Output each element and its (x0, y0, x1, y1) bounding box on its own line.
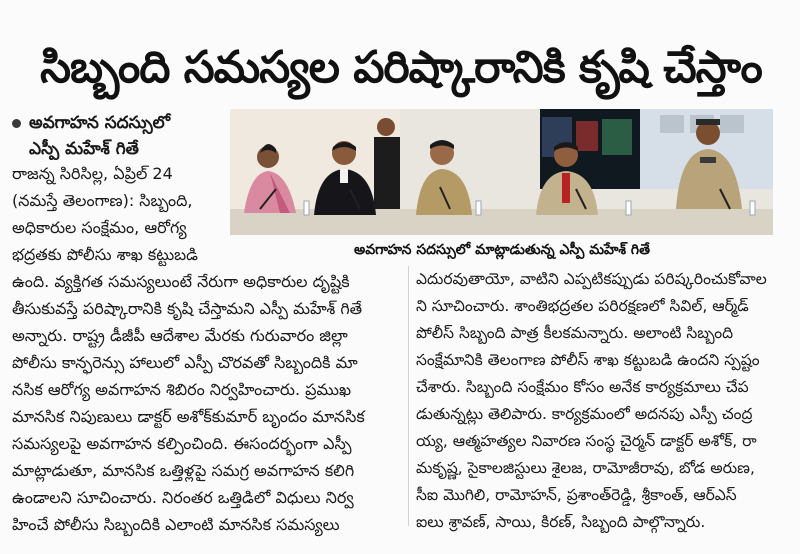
bullet-icon (12, 119, 21, 128)
article-column-left (12, 160, 407, 535)
article-line: మాట్లాడుతూ, మానసిక ఒత్తిళ్లపై సమగ్ర అవగాహన కలిగి (12, 461, 355, 480)
article-line: రాజన్న సిరిసిల్ల, ఏప్రిల్ 24 (12, 164, 173, 183)
subhead (12, 110, 227, 162)
article-line: ఉంది. వ్యక్తిగత సమస్యలుంటే నేరుగా అధికారుల దృష్టికి (12, 272, 350, 291)
article-line: సమస్యలపై అవగాహన కల్పించింది. ఈసందర్భంగా ఎస్పీ (12, 434, 352, 453)
photo-caption: అవగాహన సదస్సులో మాట్లాడుతున్న ఎస్పీ మహేశ్ గితే (354, 242, 650, 258)
article-line: అధికారుల సంక్షేమం, ఆరోగ్య (12, 218, 187, 237)
article-line: హించే పోలీసు సిబ్బందికి ఎలాంటి మానసిక సమస్యలు (12, 515, 340, 534)
article-line: చేశారు. సిబ్బంది సంక్షేమం కోసం అనేక కార్యక్రమాలు చేప (416, 378, 749, 396)
headline: సిబ్బంది సమస్యల పరిష్కారానికి కృషి చేస్తాం (40, 42, 762, 93)
article-line: సీఐ మొగిలి, రామోహన్, ప్రశాంత్‌రెడ్డి, శ్రీకాంత్, ఆర్ఎస్ (416, 486, 737, 504)
article-line: తీసుకువస్తే పరిష్కారానికి కృషి చేస్తామని ఎస్పీ మహేశ్ గితే (12, 299, 363, 318)
article-line: పోలీసు కాన్ఫరెన్సు హాలులో ఎస్పీ చొరవతో సిబ్బందికి మా (12, 353, 358, 372)
article-column-right (416, 266, 782, 534)
article-line: నసిక ఆరోగ్య అవగాహన శిబిరం నిర్వహించారు. ప్రముఖ (12, 380, 352, 399)
subhead-text-2: ఎస్పీ మహేశ్ గితే (29, 139, 139, 159)
subhead-line-1 (12, 110, 227, 136)
article-line: సంక్షేమానికి తెలంగాణ పోలీస్ శాఖ కట్టుబడి ఉందని స్పష్టం (416, 351, 760, 369)
article-line: అన్నారు. రాష్ట్ర డీజీపీ ఆదేశాల మేరకు గురువారం జిల్లా (12, 326, 348, 345)
article-line: భద్రతకు పోలీసు శాఖ కట్టుబడి (12, 245, 198, 264)
article-line: (నమస్తే తెలంగాణ): సిబ్బంది, (12, 191, 193, 210)
article-line: ఉండాలని సూచించారు. నిరంతర ఒత్తిడిలో విధులు నిర్వ (12, 488, 354, 507)
subhead-text-1: అవగాహన సదస్సులో (29, 113, 171, 133)
article-line: మానసిక నిపుణులు డాక్టర్ అశోక్‌కుమార్ బృందం మానసిక (12, 407, 365, 426)
article-line: పోలీస్ సిబ్బంది పాత్ర కీలకమన్నారు. అలాంటి సిబ్బంది (416, 324, 734, 342)
column-divider (408, 266, 409, 526)
article-line: య్య, ఆత్మహత్యల నివారణ సంస్థ చైర్మన్ డాక్టర్ అశోక్, రా (416, 432, 757, 450)
article-line: ఐలు శ్రావణ్, సాయి, కిరణ్, సిబ్బంది పాల్గొన్నారు. (416, 513, 706, 531)
subhead-line-2 (12, 136, 227, 162)
article-line: ఎదురవుతాయో, వాటిని ఎప్పటికప్పుడు పరిష్కరించుకోవాల (416, 270, 767, 288)
article-line: ని సూచించారు. శాంతిభద్రతల పరిరక్షణలో సివిల్, ఆర్మ్‌డ్ (416, 297, 749, 315)
article-line: డుతున్నట్లు తెలిపారు. కార్యక్రమంలో అదనపు ఎస్పీ చంద్ర (416, 405, 753, 423)
article-line: మకృష్ణ, సైకాలజిస్టులు శైలజ, రామోజీరావు, బోడ అరుణ, (416, 459, 755, 477)
